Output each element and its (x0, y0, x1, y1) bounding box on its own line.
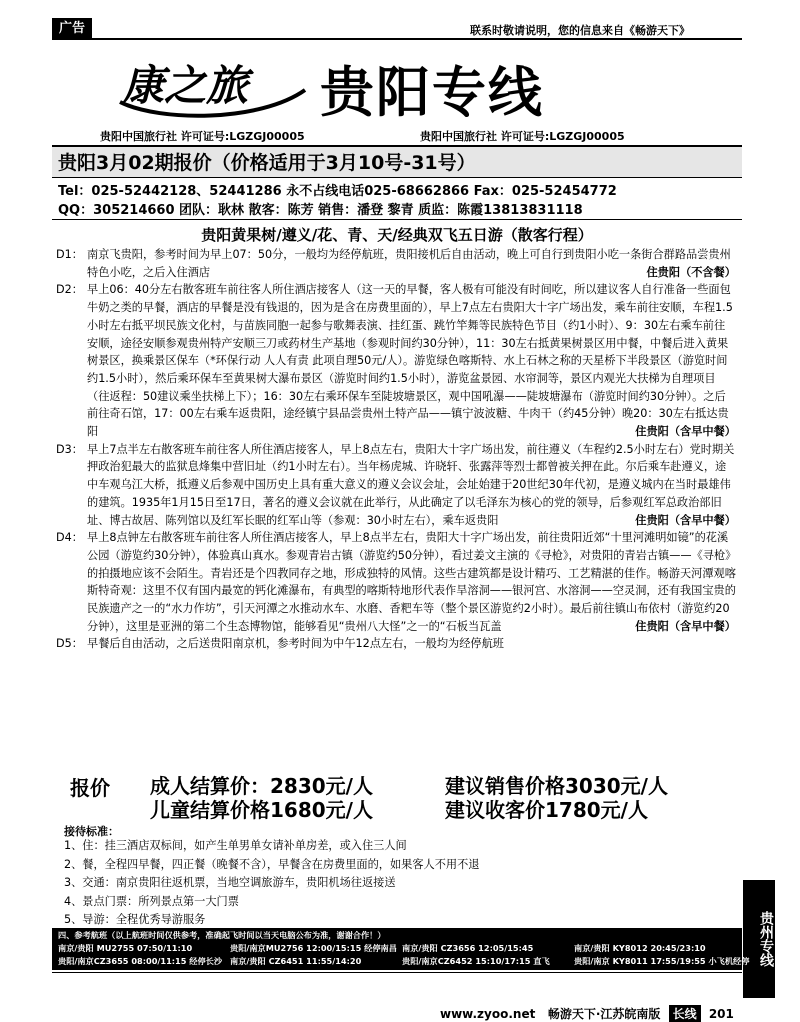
footer-rule (52, 972, 742, 973)
top-rule (52, 38, 742, 40)
day-stay: 住贵阳（含早中餐） (635, 619, 736, 633)
flight-cell: 南京/贵阳 MU2755 07:50/11:10 (58, 943, 193, 953)
tel-line: Tel：025-52442128、52441286 永不占线电话025-68662866 Fax：025-52454772 (58, 184, 617, 199)
day-label: D3： (56, 442, 83, 456)
flight-cell: 南京/贵阳 CZ6451 11:55/14:20 (230, 956, 362, 966)
footer-site[interactable]: www.zyoo.net (440, 1007, 536, 1021)
suggested-retail-price: 建议销售价格3030元/人 (445, 774, 668, 798)
standard-item: 2、餐，全程四早餐，四正餐（晚餐不含），早餐含在房费里面的，如果客人不用不退 (64, 857, 480, 871)
standard-item: 1、住：挂三酒店双标间，如产生单男单女请补单房差，或入住三人间 (64, 839, 407, 852)
license-right: 贵阳中国旅行社 许可证号:LGZGJ00005 (420, 130, 625, 143)
itinerary (56, 246, 736, 653)
day-stay: 住贵阳（含早中餐） (635, 425, 736, 439)
day-text: 南京飞贵阳，参考时间为早上07：50分，一般均为经停航班，贵阳接机后自由活动，晚上可自行到贵阳小吃一条街合群路品尝贵州特色小吃，之后入住酒店 (87, 248, 731, 279)
day-stay: 住贵阳（含早中餐） (635, 513, 736, 527)
adult-price: 成人结算价：2830元/人 (150, 774, 373, 798)
day-item (56, 529, 736, 635)
child-price: 儿童结算价格1680元/人 (150, 798, 373, 822)
period-title: 贵阳3月02期报价（价格适用于3月10号-31号） (58, 152, 476, 174)
footer-magazine: 畅游天下·江苏皖南版 (547, 1007, 661, 1021)
day-text: 早上06：40分左右散客班车前往客人所住酒店接客人（这一天的早餐，客人极有可能没有时间吃，所以建议客人自行准备一些面包牛奶之类的早餐，酒店的早餐是没有钱退的，因为是含在房费里面的），早上7点左右贵阳大十字广场出发，乘车前往安顺，车程1.5小时左右抵平坝民族文化村，与苗族同胞一起参与歌舞表演、挂红蛋、跳竹竿舞等民族特色节目（约1小时）、9：30左右乘车前往安顺，途径安顺参观贵州特产安顺三刀或药材生产基地（参观时间约30分钟），11：30左右抵黄果树景区用中餐，中餐后进入黄果树景区，换乘景区保车（*环保行动 人人有责 此项自理50元/人）。游览绿色喀斯特、水上石林之称的天星桥下半段景区（游览时间约1.5小时），然后乘环保车至黄果树大瀑布景区（游览时间约1.5小时），游览盆景园、水帘洞等，景区内观光大扶梯为自理项目（往返程：50建议乘坐扶梯上下）；16：30左右乘环保车至陡坡塘景区，观中国吼瀑——陡坡塘瀑布（游览时间约30分钟）。之后前往奇石馆，17：00左右乘车返贵阳，途经镇宁县品尝贵州土特产品——镇宁波波糖、牛肉干（约45分钟）晚20：30左右抵达贵阳 (87, 283, 733, 439)
brand-logo (110, 52, 310, 122)
brand-title: 贵阳专线 (320, 60, 544, 124)
footer-section: 长线 (669, 1005, 701, 1022)
flight-cell: 南京/贵阳 CZ3656 12:05/15:45 (402, 943, 534, 953)
flight-cell: 贵阳/南京CZ6452 15:10/17:15 直飞 (402, 956, 550, 966)
license-left: 贵阳中国旅行社 许可证号:LGZGJ00005 (100, 130, 305, 143)
day-item (56, 246, 736, 281)
day-label: D1： (56, 248, 83, 261)
flight-note: 四、参考航班（以上航班时间仅供参考，准确起飞时间以当天电脑公布为准，谢谢合作！） (58, 930, 386, 940)
standard-item: 4、景点门票：所列景点第一大门票 (64, 894, 239, 908)
day-item (56, 441, 736, 530)
brand-logo-art (110, 52, 310, 122)
footer (440, 1005, 734, 1022)
standards-title: 接待标准： (64, 825, 119, 838)
day-item (56, 281, 736, 440)
tour-title: 贵阳黄果树/遵义/花、青、天/经典双飞五日游（散客行程） (201, 226, 593, 244)
day-text: 早餐后自由活动，之后送贵阳南京机，参考时间为中午12点左右，一般均为经停航班 (87, 637, 504, 651)
logo-text: 康之旅 (122, 61, 249, 110)
day-label: D5： (56, 637, 83, 651)
day-stay: 住贵阳（不含餐） (646, 265, 736, 279)
price-label: 报价 (70, 776, 110, 800)
side-tab: 贵州专线 (743, 880, 775, 998)
standard-item: 5、导游：全程优秀导游服务 (64, 913, 206, 927)
flight-box (52, 928, 750, 970)
day-item (56, 635, 736, 653)
flight-cell: 贵阳/南京MU2756 12:00/15:15 经停南昌 (230, 943, 397, 953)
day-label: D4： (56, 531, 83, 545)
suggested-child-price: 建议收客价1780元/人 (445, 798, 648, 822)
qq-line: QQ：305214660 团队：耿林 散客：陈芳 销售：潘登 黎青 质监：陈霞13813831118 (58, 203, 583, 218)
info-rule (52, 219, 742, 220)
contact-note: 联系时敬请说明，您的信息来自《畅游天下》 (470, 24, 690, 37)
flight-cell: 南京/贵阳 KY8012 20:45/23:10 (574, 943, 706, 953)
flight-cell: 贵阳/南京CZ3655 08:00/11:15 经停长沙 (58, 956, 223, 966)
standard-item: 3、交通：南京贵阳往返机票，当地空调旅游车，贵阳机场往返接送 (64, 876, 396, 890)
page-number: 201 (708, 1007, 734, 1021)
standards-list (64, 837, 734, 930)
ad-tag: 广告 (52, 18, 92, 40)
day-text: 早上7点半左右散客班车前往客人所住酒店接客人，早上8点左右，贵阳大十字广场出发，前往遵义（车程约2.5小时左右）党时期关押政治犯最大的监狱息烽集中营旧址（约1小时左右）。当年杨虎城、许晓轩、张露萍等烈士都曾被关押在此。尔后乘车赴遵义，途中车观乌江大桥，抵遵义后参观中国历史上具有重大意义的遵义会议会址，会址始建于20世纪30年代初，是遵义城内在当时最雄伟的建筑。1935年1月15日至17日，著名的遵义会议就在此举行，从此确定了以毛泽东为核心的党的领导，后参观红军总政治部旧址、博古故居、陈列馆以及红军长眠的红军山等（参观：30小时左右），乘车返贵阳 (87, 442, 735, 527)
flight-cell: 贵阳/南京 KY8011 17:55/19:55 小飞机经停 (574, 956, 750, 966)
day-label: D2： (56, 283, 83, 297)
day-text: 早上8点钟左右散客班车前往客人所住酒店接客人，早上8点半左右，贵阳大十字广场出发，前往贵阳近郊“十里河滩明如镜”的花溪公园（游览约30分钟），体验真山真水。参观青岩古镇（游览约50分钟），看过姜文主演的《寻枪》，对贵阳的青岩古镇——《寻枪》的拍摄地应该不会陌生。青岩还是个四教同存之地，形成独特的风情。这些古建筑都是设计精巧、工艺精湛的佳作。畅游天河潭观喀斯特奇观：这里不仅有国内最宽的钙化滩瀑布，有典型的喀斯特地形代表作旱溶洞——银河宫、水溶洞——空灵洞，还有我国宝贵的民族遗产之一的“水力作坊”，引天河潭之水推动水车、水磨、香粑车等（整个景区游览约2小时）。最后前往镇山布依村（游览约20分钟），这里是亚洲的第二个生态博物馆，能够看见“贵州八大怪”之一的“石板当瓦盖 (87, 531, 736, 633)
